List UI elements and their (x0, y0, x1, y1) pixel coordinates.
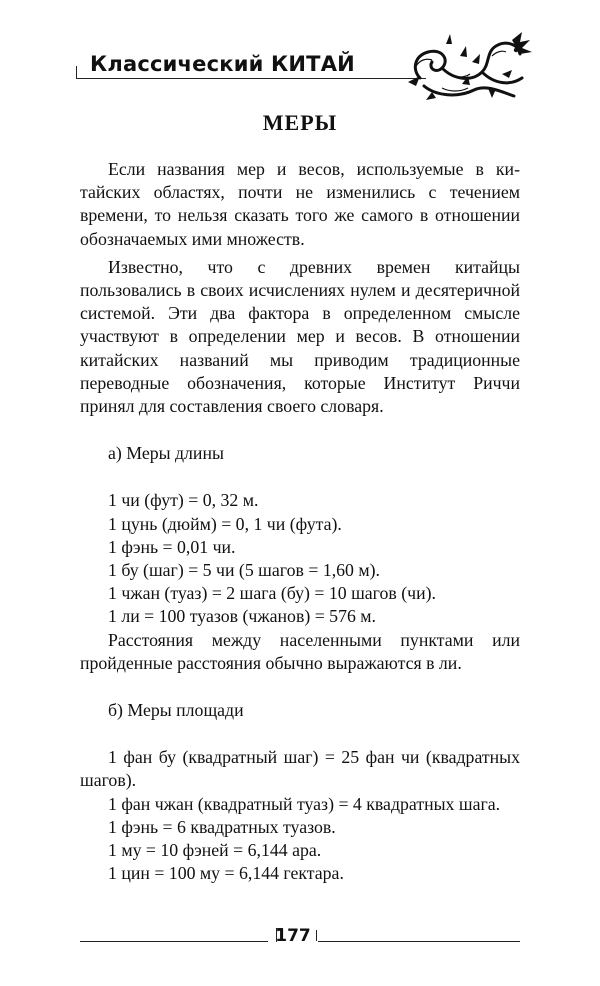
area-measures-list (80, 746, 520, 885)
list-item: 1 фан бу (квадратный шаг) = 25 фан чи (квадратных шагов). (80, 747, 520, 791)
running-title: Классический КИТАЙ (90, 52, 355, 76)
paragraph: Если названия мер и весов, используемые в китайских областях, почти не изменились с течением времени, то нельзя сказать того же самого в отношении обозначаемых ими множеств. (80, 159, 520, 249)
page-body (80, 158, 520, 885)
list-item: 1 ли = 100 туазов (чжанов) = 576 м. (108, 606, 376, 627)
list-item: 1 чжан (туаз) = 2 шага (бу) = 10 шагов (чи). (108, 583, 436, 604)
dragon-icon (402, 26, 532, 104)
list-item: 1 цин = 100 му = 6,144 гектара. (108, 863, 344, 884)
list-item: 1 бу (шаг) = 5 чи (5 шагов = 1,60 м). (108, 560, 380, 581)
paragraph: Известно, что с древних времен китайцы пользовались в своих исчислениях нулем и десятеричной системой. Эти два фактора в определенном смысле участвуют в определении мер и весов. В отношении китайских названий мы приводим традиционные переводные обозначения, которые Институт Риччи принял для составления своего словаря. (80, 256, 520, 417)
list-item: 1 фэнь = 0,01 чи. (108, 536, 236, 557)
header-rule (76, 78, 426, 79)
length-note: Расстояния между населенными пунктами или пройденные расстояния обычно выражаются в ли. (80, 629, 520, 673)
list-item: 1 фэнь = 6 квадратных туазов. (108, 816, 336, 837)
list-item: 1 цунь (дюйм) = 0, 1 чи (фута). (108, 513, 342, 534)
list-item: 1 фан чжан (квадратный туаз) = 4 квадратных шага. (108, 793, 501, 814)
page-number: 177 (275, 926, 311, 946)
length-measures-list (80, 489, 520, 628)
list-item: 1 му = 10 фэней = 6,144 ара. (108, 840, 322, 861)
list-item: 1 чи (фут) = 0, 32 м. (108, 490, 259, 511)
section-label-area: б) Меры площади (108, 700, 244, 721)
footer-rule-left (80, 941, 268, 942)
section-label-length: а) Меры длины (108, 443, 224, 464)
footer-rule-right (318, 941, 520, 942)
chapter-title: МЕРЫ (262, 110, 338, 135)
